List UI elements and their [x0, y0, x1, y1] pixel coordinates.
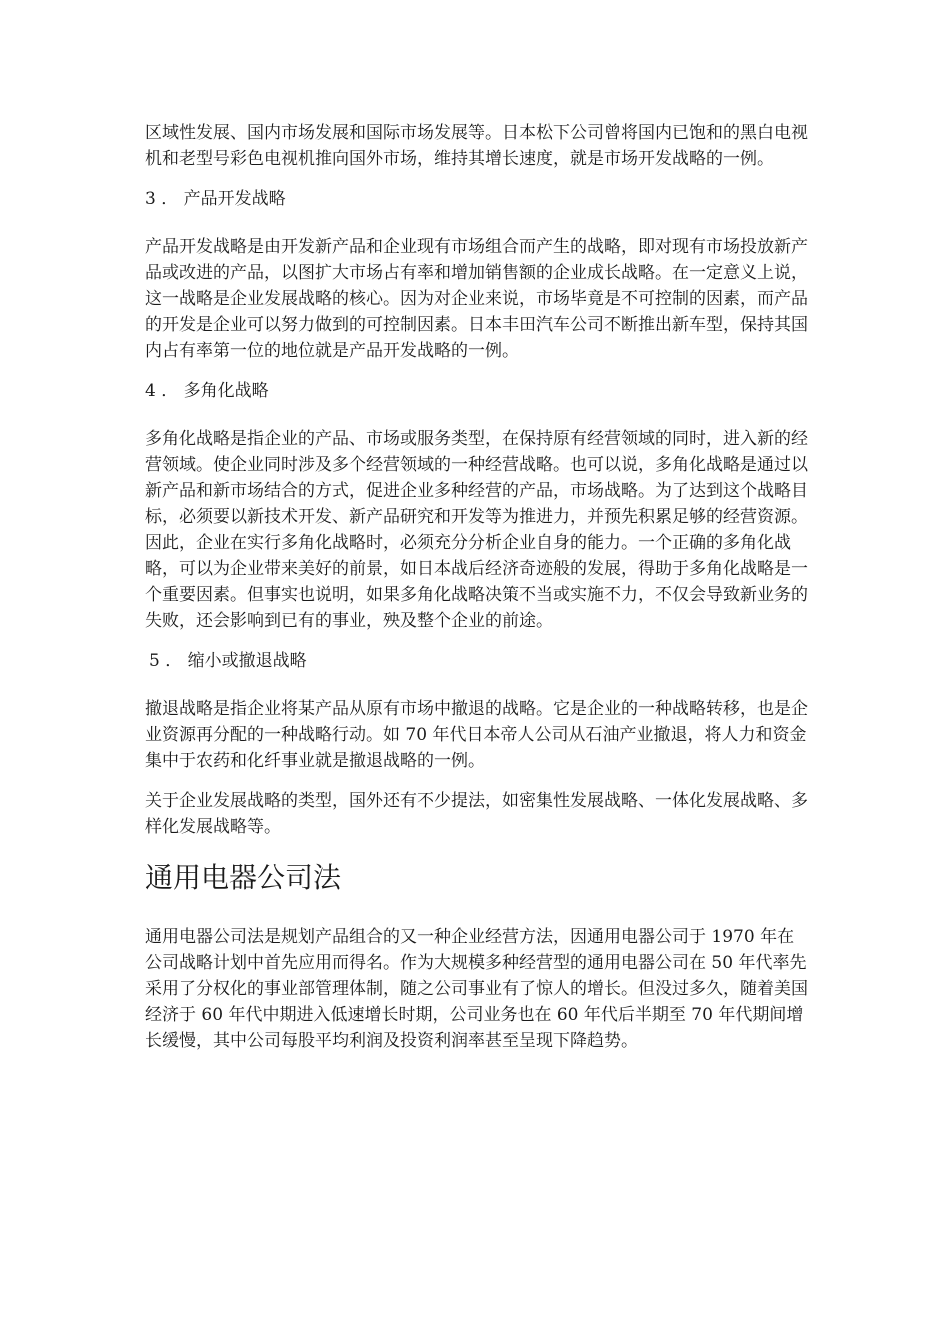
- paragraph-strategy-types: 关于企业发展战略的类型，国外还有不少提法，如密集性发展战略、一体化发展战略、多样化发展战略等。: [145, 791, 808, 837]
- subheading-product-development: 3 ． 产品开发战略: [145, 189, 286, 209]
- subheading-retreat-strategy: 5 ． 缩小或撤退战略: [149, 651, 307, 671]
- paragraph-market-development: 区域性发展、国内市场发展和国际市场发展等。日本松下公司曾将国内已饱和的黑白电视机和老型号彩色电视机推向国外市场，维持其增长速度，就是市场开发战略的一例。: [145, 123, 808, 169]
- paragraph-diversification: 多角化战略是指企业的产品、市场或服务类型，在保持原有经营领域的同时，进入新的经营领域。使企业同时涉及多个经营领域的一种经营战略。也可以说，多角化战略是通过以新产品和新市场结合的方式，促进企业多种经营的产品，市场战略。为了达到这个战略目标，必须要以新技术开发、新产品研究和开发等为推进力，并预先积累足够的经营资源。因此，企业在实行多角化战略时，必须充分分析企业自身的能力。一个正确的多角化战略，可以为企业带来美好的前景，如日本战后经济奇迹般的发展，得助于多角化战略是一个重要因素。但事实也说明，如果多角化战略决策不当或实施不力，不仅会导致新业务的失败，还会影响到已有的事业，殃及整个企业的前途。: [145, 429, 808, 631]
- subheading-diversification: 4 ． 多角化战略: [145, 381, 269, 401]
- paragraph-product-development: 产品开发战略是由开发新产品和企业现有市场组合而产生的战略，即对现有市场投放新产品或改进的产品，以图扩大市场占有率和增加销售额的企业成长战略。在一定意义上说，这一战略是企业发展战略的核心。因为对企业来说，市场毕竟是不可控制的因素，而产品的开发是企业可以努力做到的可控制因素。日本丰田汽车公司不断推出新车型，保持其国内占有率第一位的地位就是产品开发战略的一例。: [145, 237, 808, 361]
- document-page: [145, 120, 810, 1068]
- paragraph-ge-method: 通用电器公司法是规划产品组合的又一种企业经营方法，因通用电器公司于 1970 年在公司战略计划中首先应用而得名。作为大规模多种经营型的通用电器公司在 50 年代率先采用了分权化的事业部管理体制，随之公司事业有了惊人的增长。但没过多久，随着美国经济于 60 年代中期进入低速增长时期，公司业务也在 60 年代后半期至 70 年代期间增长缓慢，其中公司每股平均利润及投资利润率甚至呈现下降趋势。: [145, 927, 808, 1051]
- section-heading-ge-method: 通用电器公司法: [145, 861, 342, 894]
- paragraph-retreat-strategy: 撤退战略是指企业将某产品从原有市场中撤退的战略。它是企业的一种战略转移，也是企业资源再分配的一种战略行动。如 70 年代日本帝人公司从石油产业撤退，将人力和资金集中于农药和化纤事业就是撤退战略的一例。: [145, 699, 808, 771]
